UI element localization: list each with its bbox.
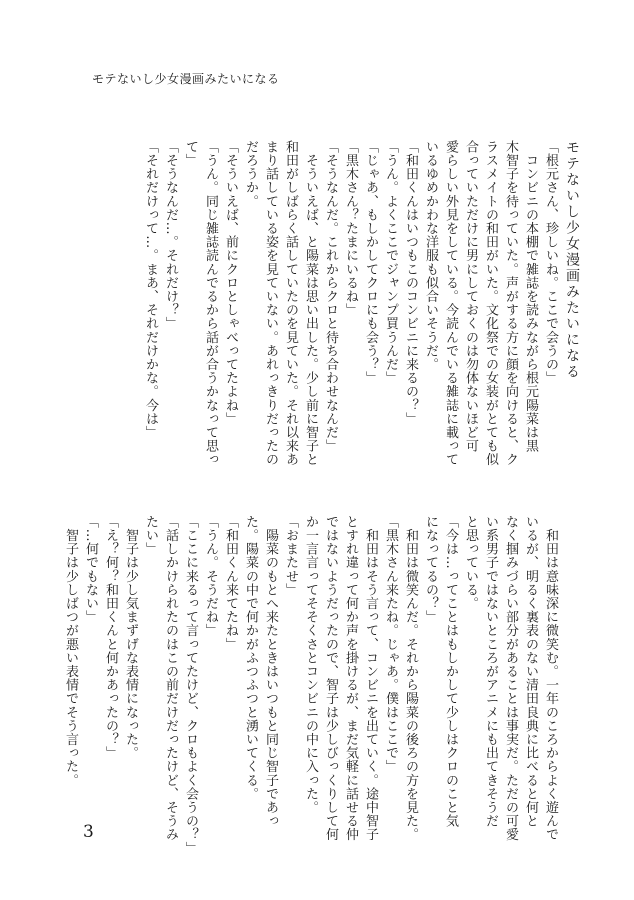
text-line: コンビニの本棚で雑誌を読みながら根元陽菜は黒	[523, 140, 538, 453]
text-line: 和田は意味深に微笑む。一年のころからよく遊んで	[543, 515, 558, 842]
text-line: だろうか。	[243, 140, 258, 208]
body-text-top	[140, 140, 560, 475]
text-line: い系男子ではないところがアニメにも出てきそうだ	[483, 515, 498, 828]
text-line: 和田がしばらく話していたのを見ていた。それ以来あ	[283, 140, 298, 467]
page-number: 3	[83, 822, 94, 842]
text-line: になってるの？」	[423, 515, 438, 624]
text-line: 智子は少し気まずげな表情になった。	[123, 515, 138, 760]
text-line: 和田は微笑んだ。それから陽菜の後ろの方を見た。	[403, 515, 418, 842]
text-line: か一言言ってそそくさとコンビニの中に入った。	[303, 515, 318, 815]
text-line: 「じゃあ、もしかしてクロにも会う？」	[363, 140, 378, 385]
text-line: たい」	[143, 515, 158, 556]
text-line: 「うん。同じ雑誌読んでるから話が合うかなって思っ	[203, 140, 218, 467]
text-line: いるが、明るく裏表のない清田良典に比べると何と	[523, 515, 538, 828]
text-line: 木智子を待っていた。声がする方に顔を向けると、ク	[503, 140, 518, 467]
body-text-bottom	[60, 515, 560, 855]
text-line: と思っている。	[463, 515, 478, 611]
text-line: 「うん。そうだね」	[203, 515, 218, 638]
text-line: 「え？何？和田くんと何かあったの？」	[103, 515, 118, 760]
text-line: た。陽菜の中で何かがふつふつと湧いてくる。	[243, 515, 258, 801]
text-line: 和田はそう言って、コンビニを出ていく。途中智子	[363, 515, 378, 842]
text-line: 「うん。よくここでジャンプ買うんだ」	[383, 140, 398, 385]
text-line: 「話しかけられたのはこの前だけだったけど、そうみ	[163, 515, 178, 842]
chapter-title: モテないし少女漫画みたいになる	[564, 140, 580, 380]
text-line: 「ここに来るって言ってたけど、クロもよく会うの？」	[183, 515, 198, 855]
text-line: 「和田くんはいつもこのコンビニに来るの？」	[403, 140, 418, 426]
text-line: 合っていただけに男にしておくのは勿体ないほど可	[463, 140, 478, 453]
text-line: 「それだけって…。まあ、それだけかな。今は」	[143, 140, 158, 440]
text-line: 愛らしい外見をしている。今読んでいる雑誌に載って	[443, 140, 458, 467]
text-line: 「根元さん、珍しいね。ここで会うの」	[543, 140, 558, 385]
text-line: 「今は…ってことはもしかして少しはクロのこと気	[443, 515, 458, 828]
text-line: 「そうなんだ。これからクロと待ち合わせなんだ」	[323, 140, 338, 453]
text-line: 「黒木さん来たね。じゃあ。僕はここで」	[383, 515, 398, 774]
text-line: とすれ違って何か声を掛けるが、まだ気軽に話せる仲	[343, 515, 358, 842]
text-line: 「黒木さん？たまにいるね」	[343, 140, 358, 317]
text-line: いるゆめかわな洋服も似合いそうだ。	[423, 140, 438, 372]
text-line: 智子は少しばつが悪い表情でそう言った。	[63, 515, 78, 787]
text-line: 「…何でもない」	[83, 515, 98, 624]
text-line: なく掴みづらい部分があることは事実だ。ただの可愛	[503, 515, 518, 842]
text-line: ではないようだったので、智子は少しびっくりして何	[323, 515, 338, 842]
text-line: 「そういえば、前にクロとしゃべってたよね」	[223, 140, 238, 426]
text-line: 陽菜のもとへ来たときはいつもと同じ智子であっ	[263, 515, 278, 828]
text-line: まり話している姿を見ていない。あれっきりだったの	[263, 140, 278, 467]
text-line: 「そうなんだ…。それだけ？」	[163, 140, 178, 331]
text-line: て」	[183, 140, 198, 168]
text-line: 「和田くん来てたね」	[223, 515, 238, 651]
text-line: ラスメイトの和田がいた。文化祭での女装がとても似	[483, 140, 498, 467]
running-header: モテないし少女漫画みたいになる	[92, 72, 280, 86]
text-line: 「おまたせ」	[283, 515, 298, 597]
text-line: そういえば、と陽菜は思い出した。少し前に智子と	[303, 140, 318, 467]
